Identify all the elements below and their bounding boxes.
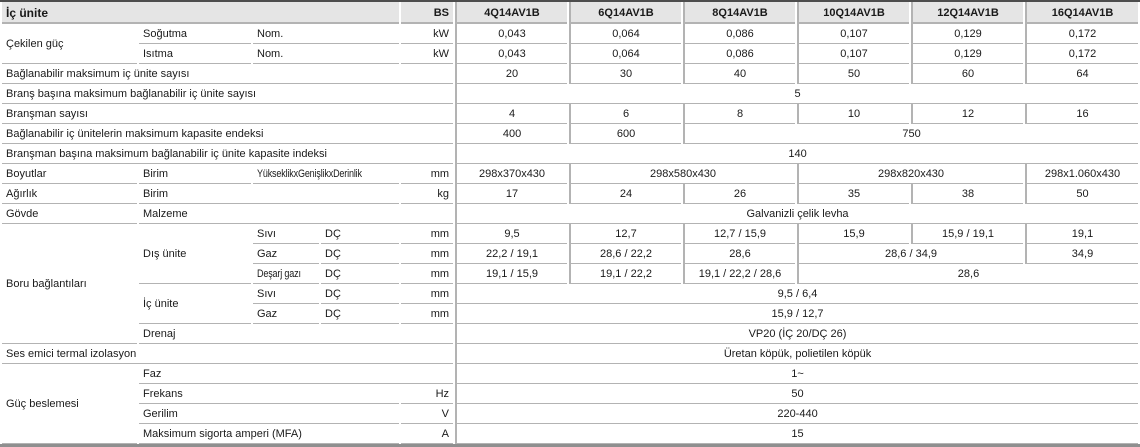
value-cell: 15,9 / 19,1 (911, 224, 1023, 244)
unit-cell: Hz (401, 384, 453, 404)
row-label: Gaz (253, 304, 319, 324)
table-header-row (2, 2, 1138, 24)
value-cell: 19,1 (1025, 224, 1138, 244)
unit-cell: mm (401, 264, 453, 284)
spec-row-20 (2, 424, 1138, 444)
row-label: Bağlanabilir maksimum iç ünite sayısı (2, 64, 453, 84)
value-cell: 19,1 / 22,2 (569, 264, 681, 284)
row-label: Isıtma (139, 44, 251, 64)
value-cell: 0,107 (797, 24, 909, 44)
value-cell: 19,1 / 15,9 (455, 264, 567, 284)
value-cell: 16 (1025, 104, 1138, 124)
row-label: Çekilen güç (2, 24, 137, 64)
value-cell: 12,7 / 15,9 (683, 224, 795, 244)
spec-row-0 (2, 24, 1138, 44)
value-cell: 0,064 (569, 24, 681, 44)
value-cell: 0,043 (455, 44, 567, 64)
value-cell: 12,7 (569, 224, 681, 244)
value-cell: 600 (569, 124, 681, 144)
row-label: Frekans (139, 384, 399, 404)
spec-row-7 (2, 164, 1138, 184)
row-label: Ses emici termal izolasyon (2, 344, 453, 364)
value-cell: 40 (683, 64, 795, 84)
value-cell: 0,064 (569, 44, 681, 64)
row-label-condensed-text: Deşarj gazı (257, 268, 301, 280)
spec-row-6 (2, 144, 1138, 164)
row-label: Maksimum sigorta amperi (MFA) (139, 424, 399, 444)
table-title: İç ünite (2, 2, 399, 24)
model-header-10q14av1b: 10Q14AV1B (797, 2, 909, 24)
value-cell: 28,6 / 34,9 (797, 244, 1023, 264)
row-label: Boru bağlantıları (2, 224, 137, 344)
value-cell: 298x580x430 (569, 164, 795, 184)
value-cell: 28,6 (683, 244, 795, 264)
row-label: Dış ünite (139, 224, 251, 284)
value-cell: 0,107 (797, 44, 909, 64)
row-label: Nom. (253, 44, 399, 64)
spec-row-8 (2, 184, 1138, 204)
row-label: İç ünite (139, 284, 251, 324)
value-cell: 298x820x430 (797, 164, 1023, 184)
row-label (253, 164, 399, 184)
value-cell: Üretan köpük, polietilen köpük (455, 344, 1138, 364)
spec-row-18 (2, 384, 1138, 404)
row-label (253, 264, 319, 284)
value-cell: 15 (455, 424, 1138, 444)
value-cell: 0,086 (683, 44, 795, 64)
model-header-16q14av1b: 16Q14AV1B (1025, 2, 1138, 24)
value-cell: 64 (1025, 64, 1138, 84)
row-label: Nom. (253, 24, 399, 44)
row-label: DÇ (321, 244, 399, 264)
spec-row-3 (2, 84, 1138, 104)
value-cell: 6 (569, 104, 681, 124)
unit-cell: mm (401, 284, 453, 304)
value-cell: 15,9 (797, 224, 909, 244)
value-cell: 24 (569, 184, 681, 204)
value-cell: 17 (455, 184, 567, 204)
row-label: Branşman sayısı (2, 104, 453, 124)
unit-cell: kW (401, 44, 453, 64)
spec-row-9 (2, 204, 1138, 224)
row-label: Gövde (2, 204, 137, 224)
row-label: Bağlanabilir iç ünitelerin maksimum kapasite endeksi (2, 124, 453, 144)
spec-row-1 (2, 44, 1138, 64)
row-label: DÇ (321, 224, 399, 244)
value-cell: 15,9 / 12,7 (455, 304, 1138, 324)
row-label: Birim (139, 164, 251, 184)
value-cell: 140 (455, 144, 1138, 164)
row-label: Gerilim (139, 404, 399, 424)
row-label: Drenaj (139, 324, 453, 344)
spec-row-13 (2, 284, 1138, 304)
unit-cell: A (401, 424, 453, 444)
value-cell: 19,1 / 22,2 / 28,6 (683, 264, 795, 284)
value-cell: 0,129 (911, 44, 1023, 64)
value-cell: 220-440 (455, 404, 1138, 424)
model-header-8q14av1b: 8Q14AV1B (683, 2, 795, 24)
model-header-4q14av1b: 4Q14AV1B (455, 2, 567, 24)
unit-cell: kW (401, 24, 453, 44)
value-cell: 9,5 / 6,4 (455, 284, 1138, 304)
value-cell: Galvanizli çelik levha (455, 204, 1138, 224)
value-cell: 34,9 (1025, 244, 1138, 264)
value-cell: 30 (569, 64, 681, 84)
value-cell: 50 (1025, 184, 1138, 204)
value-cell: 12 (911, 104, 1023, 124)
row-label: Branşman başına maksimum bağlanabilir iç ünite kapasite indeksi (2, 144, 453, 164)
value-cell: 26 (683, 184, 795, 204)
row-label: Faz (139, 364, 453, 384)
value-cell: 50 (797, 64, 909, 84)
row-label-condensed-text: YükseklikxGenişlikxDerinlik (257, 168, 362, 180)
value-cell: 5 (455, 84, 1138, 104)
row-label: DÇ (321, 304, 399, 324)
row-label: Ağırlık (2, 184, 137, 204)
value-cell: 0,172 (1025, 44, 1138, 64)
value-cell: 1~ (455, 364, 1138, 384)
value-cell: 60 (911, 64, 1023, 84)
unit-cell: mm (401, 164, 453, 184)
value-cell: 10 (797, 104, 909, 124)
model-header-12q14av1b: 12Q14AV1B (911, 2, 1023, 24)
value-cell: 298x370x430 (455, 164, 567, 184)
row-label: Sıvı (253, 284, 319, 304)
value-cell: VP20 (İÇ 20/DÇ 26) (455, 324, 1138, 344)
row-label: Soğutma (139, 24, 251, 44)
unit-cell: mm (401, 304, 453, 324)
value-cell: 22,2 / 19,1 (455, 244, 567, 264)
row-label: Sıvı (253, 224, 319, 244)
value-cell: 0,086 (683, 24, 795, 44)
value-cell: 8 (683, 104, 795, 124)
unit-cell: mm (401, 244, 453, 264)
row-label: DÇ (321, 264, 399, 284)
row-label: Gaz (253, 244, 319, 264)
value-cell: 4 (455, 104, 567, 124)
value-cell: 750 (683, 124, 1138, 144)
spec-row-17 (2, 364, 1138, 384)
row-label: Branş başına maksimum bağlanabilir iç ünite sayısı (2, 84, 453, 104)
model-header-6q14av1b: 6Q14AV1B (569, 2, 681, 24)
value-cell: 35 (797, 184, 909, 204)
unit-column-header: BS (401, 2, 453, 24)
spec-row-15 (2, 324, 1138, 344)
value-cell: 400 (455, 124, 567, 144)
unit-cell: kg (401, 184, 453, 204)
value-cell: 0,172 (1025, 24, 1138, 44)
value-cell: 50 (455, 384, 1138, 404)
spec-row-10 (2, 224, 1138, 244)
value-cell: 0,043 (455, 24, 567, 44)
value-cell: 28,6 / 22,2 (569, 244, 681, 264)
row-label: Güç beslemesi (2, 364, 137, 444)
spec-row-16 (2, 344, 1138, 364)
row-label: Boyutlar (2, 164, 137, 184)
spec-row-2 (2, 64, 1138, 84)
row-label: DÇ (321, 284, 399, 304)
value-cell: 28,6 (797, 264, 1138, 284)
row-label: Malzeme (139, 204, 453, 224)
row-label: Birim (139, 184, 399, 204)
value-cell: 38 (911, 184, 1023, 204)
value-cell: 20 (455, 64, 567, 84)
spec-row-4 (2, 104, 1138, 124)
spec-row-5 (2, 124, 1138, 144)
value-cell: 298x1.060x430 (1025, 164, 1138, 184)
unit-cell: mm (401, 224, 453, 244)
spec-row-19 (2, 404, 1138, 424)
unit-cell: V (401, 404, 453, 424)
value-cell: 0,129 (911, 24, 1023, 44)
value-cell: 9,5 (455, 224, 567, 244)
